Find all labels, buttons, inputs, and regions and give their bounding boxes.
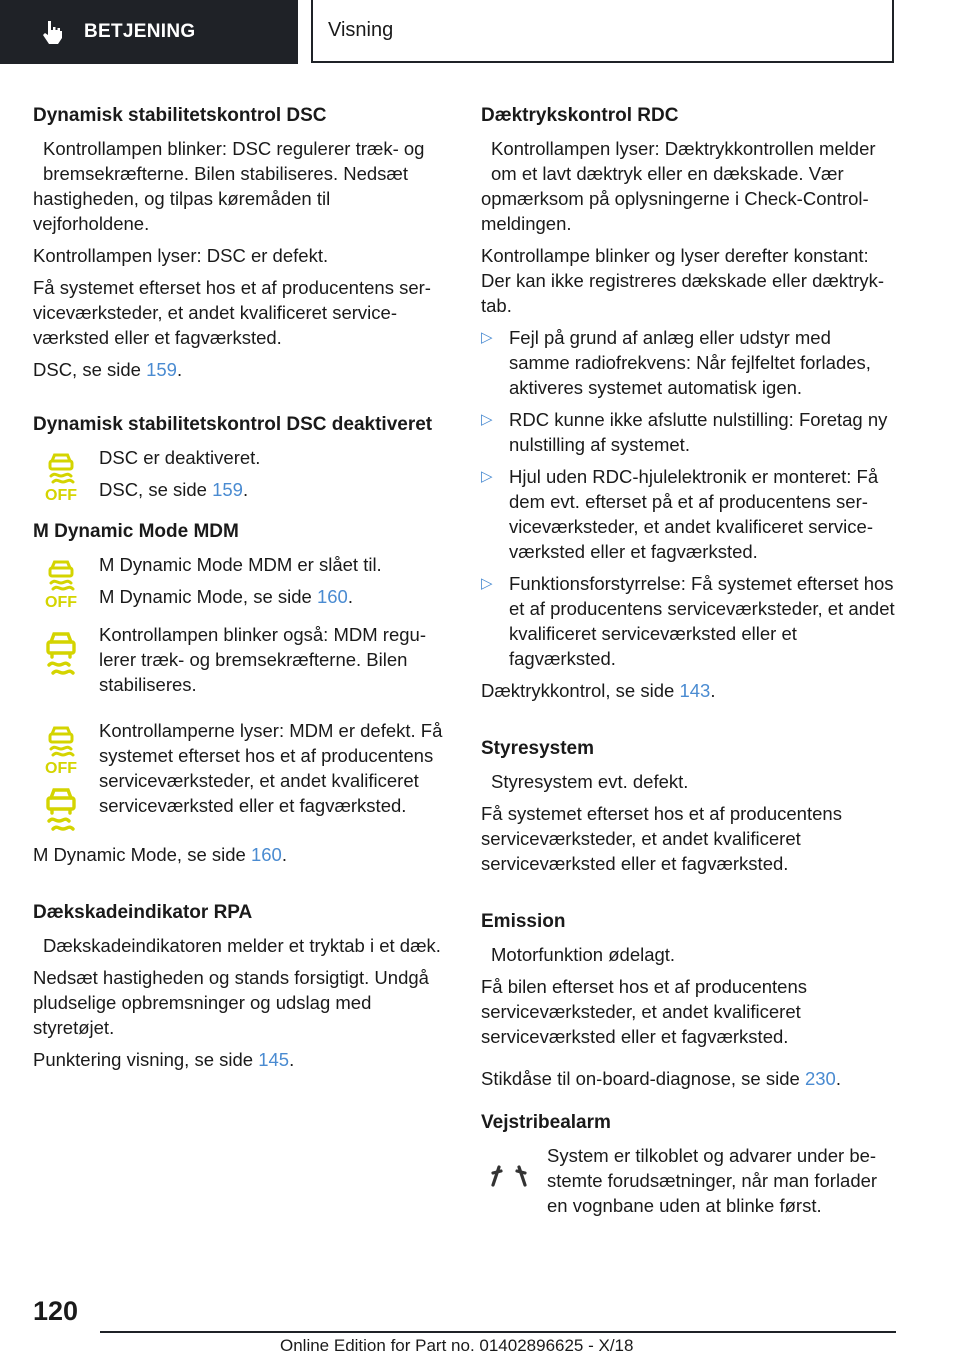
svg-text:OFF: OFF xyxy=(45,760,77,776)
triangle-bullet-icon: ▷ xyxy=(481,575,493,592)
dsc-text-1: Kontrollampen blinker: DSC regulerer træk- og bremsekræfterne. Bilen stabiliseres. Nedsæt hastigheden, og tilpas køremåden til vejforholdene. xyxy=(33,138,425,234)
rdc-text-1: Kontrollampen lyser: Dæktrykkontrollen melder om et lavt dæktryk eller en dækskade. Vær opmærksom på oplysningerne i Check-Control-meldingen. xyxy=(481,138,876,234)
mdm-heading: M Dynamic Mode MDM xyxy=(33,521,239,542)
dsc-off-reference: DSC, se side 159. xyxy=(99,479,249,500)
list-item: ▷ Fejl på grund af anlæg eller udstyr med samme radiofrekvens: Når fejlfeltet forlades, aktiveres systemet automatisk igen. xyxy=(481,327,871,398)
rdc-page-link[interactable]: 143 xyxy=(679,680,711,701)
svg-text:OFF: OFF xyxy=(45,594,77,610)
footer-divider xyxy=(100,1331,896,1333)
dsc-page-link[interactable]: 159 xyxy=(146,359,177,380)
dsc-off-page-link[interactable]: 159 xyxy=(212,479,243,500)
lane-text: System er tilkoblet og advarer under bestemte forudsætninger, når man forlader en vognbane uden at blinke først. xyxy=(547,1145,878,1216)
steering-entry xyxy=(481,769,896,876)
right-column xyxy=(481,103,896,1225)
dsc-off-heading: Dynamisk stabilitetskontrol DSC deaktiveret xyxy=(33,414,433,435)
dsc-text-3: Få systemet efterset hos et af producentens serviceværksteder, et andet kvalificeret serviceværksted eller et fagværksted. xyxy=(33,277,431,348)
rdc-heading: Dæktrykskontrol RDC xyxy=(481,105,679,126)
list-item: ▷ Funktionsforstyrrelse: Få systemet efterset hos et af producentens serviceværksteder, et andet kvalificeret serviceværksted eller et fagværksted. xyxy=(481,573,895,669)
dsc-entry xyxy=(33,136,448,236)
mdm-warning-icon xyxy=(33,628,89,680)
subsection-tab[interactable] xyxy=(311,0,894,63)
svg-text:OFF: OFF xyxy=(45,487,77,503)
dsc-text-2: Kontrollampen lyser: DSC er defekt. xyxy=(33,245,329,266)
section-tab[interactable] xyxy=(0,0,298,64)
rpa-page-link[interactable]: 145 xyxy=(258,1049,290,1070)
mdm-off-defect-icon xyxy=(33,724,89,776)
rpa-reference: Punktering visning, se side 145. xyxy=(33,1049,295,1070)
triangle-bullet-icon: ▷ xyxy=(481,468,493,485)
rpa-text-2: Nedsæt hastigheden og stands forsigtigt. Undgå pludselige opbremsninger og udslag med styretøjet. xyxy=(33,967,429,1038)
hand-pointer-icon xyxy=(40,19,66,45)
dsc-heading: Dynamisk stabilitetskontrol DSC xyxy=(33,105,327,126)
mdm-text-2: Kontrollampen blinker også: MDM regulerer træk- og bremsekræfterne. Bilen stabiliseres. xyxy=(99,624,426,695)
lane-heading: Vejstribealarm xyxy=(481,1112,611,1133)
dsc-off-entry xyxy=(33,445,448,505)
mdm-text-1: M Dynamic Mode MDM er slået til. xyxy=(99,554,382,575)
section-label: BETJENING xyxy=(84,21,196,42)
mdm-entry-2 xyxy=(33,622,448,697)
mdm-page-link-2[interactable]: 160 xyxy=(250,844,282,865)
dsc-reference: DSC, se side 159. xyxy=(33,359,183,380)
rpa-heading: Dækskadeindikator RPA xyxy=(33,902,253,923)
subsection-label: Visning xyxy=(328,19,394,41)
dsc-off-warning-icon xyxy=(33,451,89,503)
list-item: ▷ RDC kunne ikke afslutte nulstilling: Foretag ny nulstilling af systemet. xyxy=(481,409,888,455)
rpa-entry xyxy=(33,933,448,1040)
mdm-reference-1: M Dynamic Mode, se side 160. xyxy=(99,586,353,607)
lane-entry xyxy=(481,1143,896,1218)
rdc-text-2: Kontrollampe blinker og lyser derefter konstant: Der kan ikke registreres dækskade eller dæktryktab. xyxy=(481,245,885,316)
steering-text-2: Få systemet efterset hos et af producentens serviceværksteder, et andet kvalificeret serviceværksted eller et fagværksted. xyxy=(481,803,842,874)
rdc-bullet-list xyxy=(481,325,896,671)
rdc-entry xyxy=(481,136,896,236)
left-column xyxy=(33,103,448,1079)
edition-text: Online Edition for Part no. 01402896625 - X/18 xyxy=(280,1336,634,1355)
triangle-bullet-icon: ▷ xyxy=(481,329,493,346)
mdm-page-link-1[interactable]: 160 xyxy=(316,586,348,607)
emission-text-2: Få bilen efterset hos et af producentens serviceværksteder, et andet kvalificeret serviceværksted eller et fagværksted. xyxy=(481,976,808,1047)
mdm-reference-2: M Dynamic Mode, se side 160. xyxy=(33,844,287,865)
emission-reference: Stikdåse til on-board-diagnose, se side 230. xyxy=(481,1068,841,1089)
emission-heading: Emission xyxy=(481,911,566,932)
triangle-bullet-icon: ▷ xyxy=(481,411,493,428)
emission-entry xyxy=(481,942,896,1049)
rpa-text-1: Dækskadeindikatoren melder et tryktab i et dæk. xyxy=(43,935,441,956)
page-number: 120 xyxy=(33,1296,79,1326)
mdm-defect-icon xyxy=(33,784,89,836)
list-item: ▷ Hjul uden RDC-hjulelektronik er monteret: Få dem evt. efterset på et af producentens serviceværksteder, et andet kvalificeret serviceværksted eller et fagværksted. xyxy=(481,466,879,562)
steering-heading: Styresystem xyxy=(481,738,595,759)
mdm-text-3: Kontrollamperne lyser: MDM er defekt. Få systemet efterset hos et af producentens serviceværksteder, et andet kvalificeret serviceværksted eller et fagværksted. xyxy=(99,720,443,816)
mdm-entry-3 xyxy=(33,718,448,842)
steering-text-1: Styresystem evt. defekt. xyxy=(491,771,689,792)
mdm-entry-1 xyxy=(33,552,448,612)
emission-text-1: Motorfunktion ødelagt. xyxy=(491,944,676,965)
mdm-off-warning-icon xyxy=(33,558,89,610)
lane-departure-icon xyxy=(481,1155,537,1207)
dsc-off-text: DSC er deaktiveret. xyxy=(99,447,261,468)
emission-page-link[interactable]: 230 xyxy=(804,1068,836,1089)
rdc-reference: Dæktrykkontrol, se side 143. xyxy=(481,680,716,701)
